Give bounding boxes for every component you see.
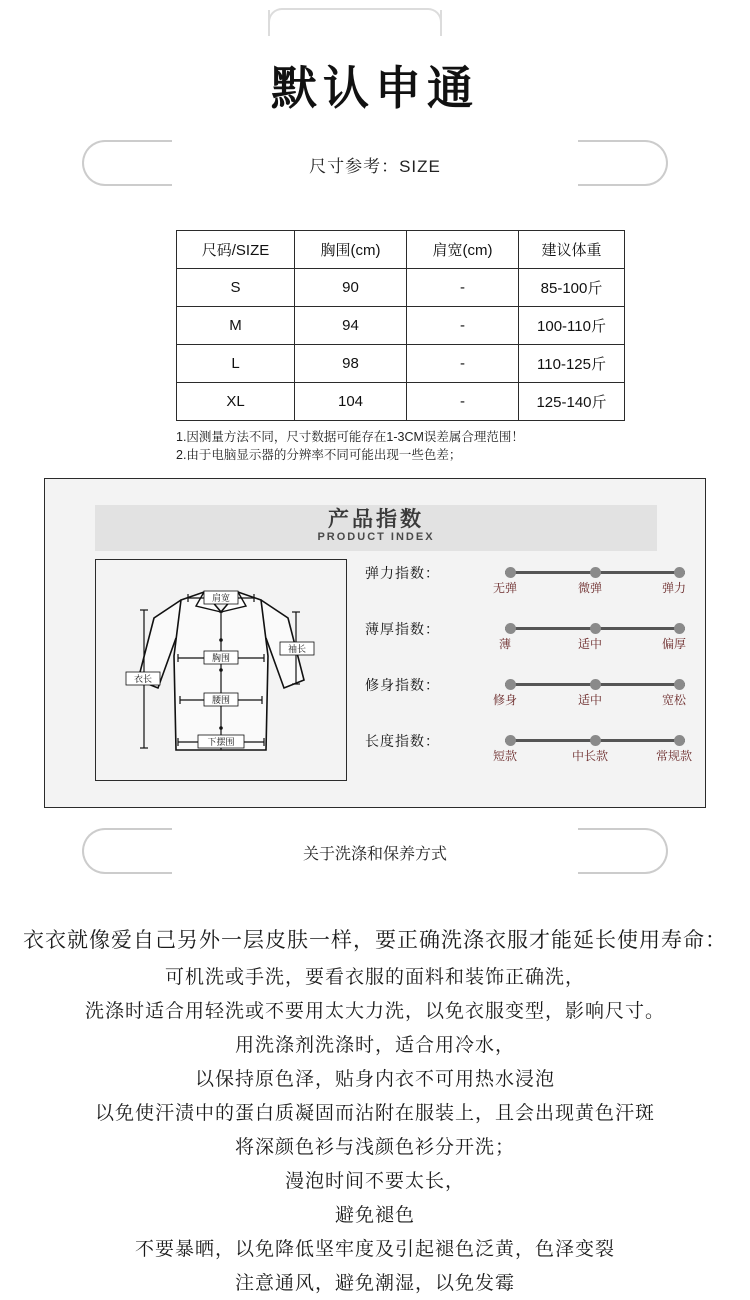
table-row — [177, 383, 625, 421]
index-row-label: 修身指数： — [365, 677, 440, 693]
index-dot — [590, 735, 601, 746]
page-title: 默认申通 — [271, 61, 479, 115]
svg-text:胸围: 胸围 — [211, 654, 231, 664]
care-line: 注意通风，避免潮湿，以免发霉 — [234, 1272, 515, 1294]
svg-text:下摆围: 下摆围 — [207, 738, 235, 748]
index-tick-label: 常规款 — [655, 749, 692, 763]
table-header-cell: 建议体重 — [519, 231, 625, 269]
table-cell: - — [407, 383, 519, 421]
table-row — [177, 307, 625, 345]
table-header-cell: 胸围(cm) — [295, 231, 407, 269]
table-header-cell: 肩宽(cm) — [407, 231, 519, 269]
care-line: 将深颜色衫与浅颜色衫分开洗； — [234, 1136, 515, 1158]
table-cell: 85-100斤 — [519, 269, 625, 307]
index-tick-label: 弹力 — [661, 581, 686, 595]
index-track — [505, 739, 685, 742]
table-cell: 110-125斤 — [519, 345, 625, 383]
table-row — [177, 345, 625, 383]
care-line: 以免使汗渍中的蛋白质凝固而沾附在服装上，且会出现黄色汗斑 — [94, 1102, 655, 1124]
index-row-label: 弹力指数： — [365, 565, 440, 581]
size-note-line: 1.因测量方法不同，尺寸数据可能存在1-3CM误差属合理范围！ — [176, 430, 524, 444]
garment-diagram-box — [95, 559, 347, 781]
garment-diagram-icon — [96, 560, 346, 780]
index-track — [505, 571, 685, 574]
product-index-title-cn: 产品指数 — [328, 508, 424, 531]
index-tick-label: 无弹 — [492, 581, 517, 595]
table-cell: 90 — [295, 269, 407, 307]
size-notes — [176, 428, 524, 464]
svg-text:袖长: 袖长 — [287, 645, 307, 655]
table-header-row — [177, 231, 625, 269]
care-instructions — [0, 920, 750, 1300]
index-tick-label: 微弹 — [577, 581, 602, 595]
index-dot — [590, 623, 601, 634]
index-row-length — [365, 725, 692, 781]
care-line: 衣衣就像爱自己另外一层皮肤一样，要正确洗涤衣服才能延长使用寿命： — [23, 928, 727, 952]
product-index-title-en: PRODUCT INDEX — [317, 531, 435, 543]
table-cell: XL — [177, 383, 295, 421]
table-cell: 100-110斤 — [519, 307, 625, 345]
index-tick-label: 偏厚 — [661, 637, 686, 651]
table-row — [177, 269, 625, 307]
product-index-rows — [365, 557, 692, 781]
care-line: 可机洗或手洗，要看衣服的面料和装饰正确洗， — [164, 966, 585, 988]
table-cell: 98 — [295, 345, 407, 383]
size-reference-label: 尺寸参考：SIZE — [309, 157, 441, 176]
index-dot — [674, 679, 685, 690]
top-decorative-bracket — [268, 10, 442, 36]
index-dot — [505, 679, 516, 690]
index-dot — [505, 623, 516, 634]
index-dot — [674, 623, 685, 634]
care-line: 以保持原色泽，贴身内衣不可用热水浸泡 — [194, 1068, 555, 1090]
svg-text:腰围: 腰围 — [211, 696, 231, 706]
table-cell: - — [407, 307, 519, 345]
table-cell: 94 — [295, 307, 407, 345]
table-cell: - — [407, 345, 519, 383]
index-tick-label: 修身 — [492, 693, 517, 707]
index-dot — [674, 735, 685, 746]
index-track — [505, 627, 685, 630]
care-section-label: 关于洗涤和保养方式 — [302, 846, 447, 863]
index-tick-label: 适中 — [577, 693, 602, 707]
care-line: 用洗涤剂洗涤时，适合用冷水， — [234, 1034, 515, 1056]
index-row-label: 长度指数： — [365, 733, 440, 749]
care-line: 漫泡时间不要太长， — [284, 1170, 465, 1192]
table-cell: 125-140斤 — [519, 383, 625, 421]
index-dot — [590, 567, 601, 578]
index-dot — [590, 679, 601, 690]
index-tick-label: 薄 — [498, 637, 511, 651]
index-tick-label: 适中 — [577, 637, 602, 651]
index-dot — [674, 567, 685, 578]
table-cell: 104 — [295, 383, 407, 421]
index-row-thickness — [365, 613, 685, 669]
index-track — [505, 683, 685, 686]
index-dot — [505, 567, 516, 578]
index-dot — [505, 735, 516, 746]
table-cell: L — [177, 345, 295, 383]
size-note-line: 2.由于电脑显示器的分辨率不同可能出现一些色差； — [176, 448, 462, 462]
table-header-cell: 尺码/SIZE — [177, 231, 295, 269]
svg-text:衣长: 衣长 — [133, 675, 153, 685]
table-cell: S — [177, 269, 295, 307]
table-cell: - — [407, 269, 519, 307]
index-tick-label: 中长款 — [571, 749, 608, 763]
size-table — [176, 230, 625, 421]
care-line: 洗涤时适合用轻洗或不要用太大力洗，以免衣服变型，影响尺寸。 — [84, 1000, 665, 1022]
care-line: 避免褪色 — [334, 1204, 415, 1226]
table-cell: M — [177, 307, 295, 345]
index-tick-label: 短款 — [492, 749, 517, 763]
svg-text:肩宽: 肩宽 — [211, 594, 231, 604]
index-row-label: 薄厚指数： — [365, 621, 440, 637]
care-line: 不要暴晒，以免降低坚牢度及引起褪色泛黄，色泽变裂 — [134, 1238, 615, 1260]
size-table-wrapper — [176, 230, 624, 421]
index-row-fit — [365, 669, 685, 725]
index-row-elasticity — [365, 557, 685, 613]
product-index-panel — [44, 478, 706, 808]
index-tick-label: 宽松 — [661, 693, 686, 707]
